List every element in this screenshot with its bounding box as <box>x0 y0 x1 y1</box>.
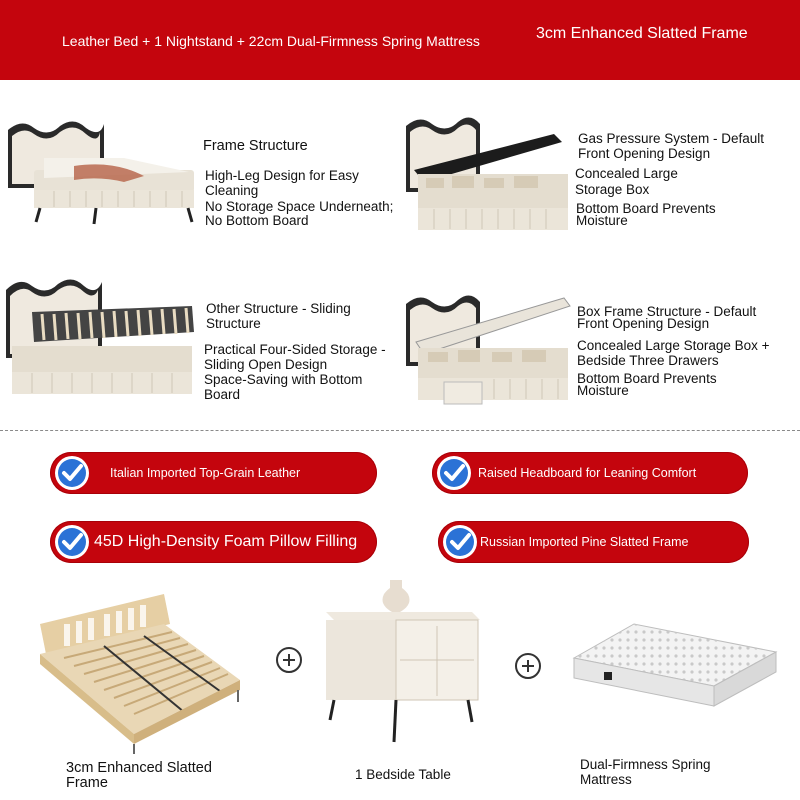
feature-badge-leather <box>50 452 377 494</box>
package-caption-nightstand: 1 Bedside Table <box>355 767 451 782</box>
frame-structure-line-4: No Bottom Board <box>205 213 309 228</box>
mattress-image <box>568 612 780 712</box>
feature-badge-foam <box>50 521 377 563</box>
sliding-line-1: Other Structure - Sliding <box>206 301 351 316</box>
sliding-line-2: Structure <box>206 316 261 331</box>
frame-structure-line-2: Cleaning <box>205 183 259 198</box>
package-summary: Leather Bed + 1 Nightstand + 22cm Dual-Firmness Spring Mattress <box>62 33 480 49</box>
frame-summary: 3cm Enhanced Slatted Frame <box>536 25 748 42</box>
feature-label: 45D High-Density Foam Pillow Filling <box>94 533 358 550</box>
feature-badge-headboard <box>432 452 748 494</box>
box-frame-line-6: Moisture <box>577 383 629 398</box>
frame-structure-line-3: No Storage Space Underneath; <box>205 199 394 214</box>
package-caption-frame: 3cm Enhanced Slatted Frame <box>66 760 212 791</box>
box-frame-line-1: Box Frame Structure - Default <box>577 304 757 319</box>
plus-circle-icon <box>515 653 541 679</box>
gas-lift-line-5: Bottom Board Prevents <box>576 201 716 216</box>
bed-frame-image <box>4 118 200 228</box>
plus-circle-icon <box>276 647 302 673</box>
gas-lift-line-6: Moisture <box>576 213 628 228</box>
sliding-bed-image <box>2 272 198 398</box>
frame-structure-title: Frame Structure <box>203 138 308 154</box>
box-frame-line-5: Bottom Board Prevents <box>577 371 717 386</box>
gas-lift-line-1: Gas Pressure System - Default <box>578 131 765 146</box>
package-caption-mattress: Dual-Firmness Spring Mattress <box>580 757 711 787</box>
section-divider <box>0 430 800 431</box>
check-icon <box>437 456 471 490</box>
sliding-line-5: Space-Saving with Bottom <box>204 372 363 387</box>
gas-lift-line-2: Front Opening Design <box>578 146 711 161</box>
feature-label: Raised Headboard for Leaning Comfort <box>478 466 697 480</box>
box-frame-line-3: Concealed Large Storage Box + <box>577 338 770 353</box>
feature-label: Italian Imported Top-Grain Leather <box>110 466 301 480</box>
box-frame-line-4: Bedside Three Drawers <box>577 353 719 368</box>
sliding-line-6: Board <box>204 387 241 402</box>
feature-badge-pine <box>438 521 749 563</box>
frame-structure-line-1: High-Leg Design for Easy <box>205 168 359 183</box>
check-icon <box>55 525 89 559</box>
gas-lift-line-3: Concealed Large <box>575 166 678 181</box>
gas-lift-bed-image <box>404 112 572 236</box>
sliding-line-4: Sliding Open Design <box>204 357 328 372</box>
check-icon <box>443 525 477 559</box>
box-frame-bed-image <box>404 290 572 408</box>
box-frame-line-2: Front Opening Design <box>577 316 710 331</box>
feature-label: Russian Imported Pine Slatted Frame <box>480 535 689 549</box>
check-icon <box>55 456 89 490</box>
sliding-line-3: Practical Four-Sided Storage - <box>204 342 386 357</box>
gas-lift-line-4: Storage Box <box>575 182 650 197</box>
slatted-frame-image <box>34 584 246 754</box>
top-banner <box>0 0 800 80</box>
nightstand-image <box>322 580 482 748</box>
